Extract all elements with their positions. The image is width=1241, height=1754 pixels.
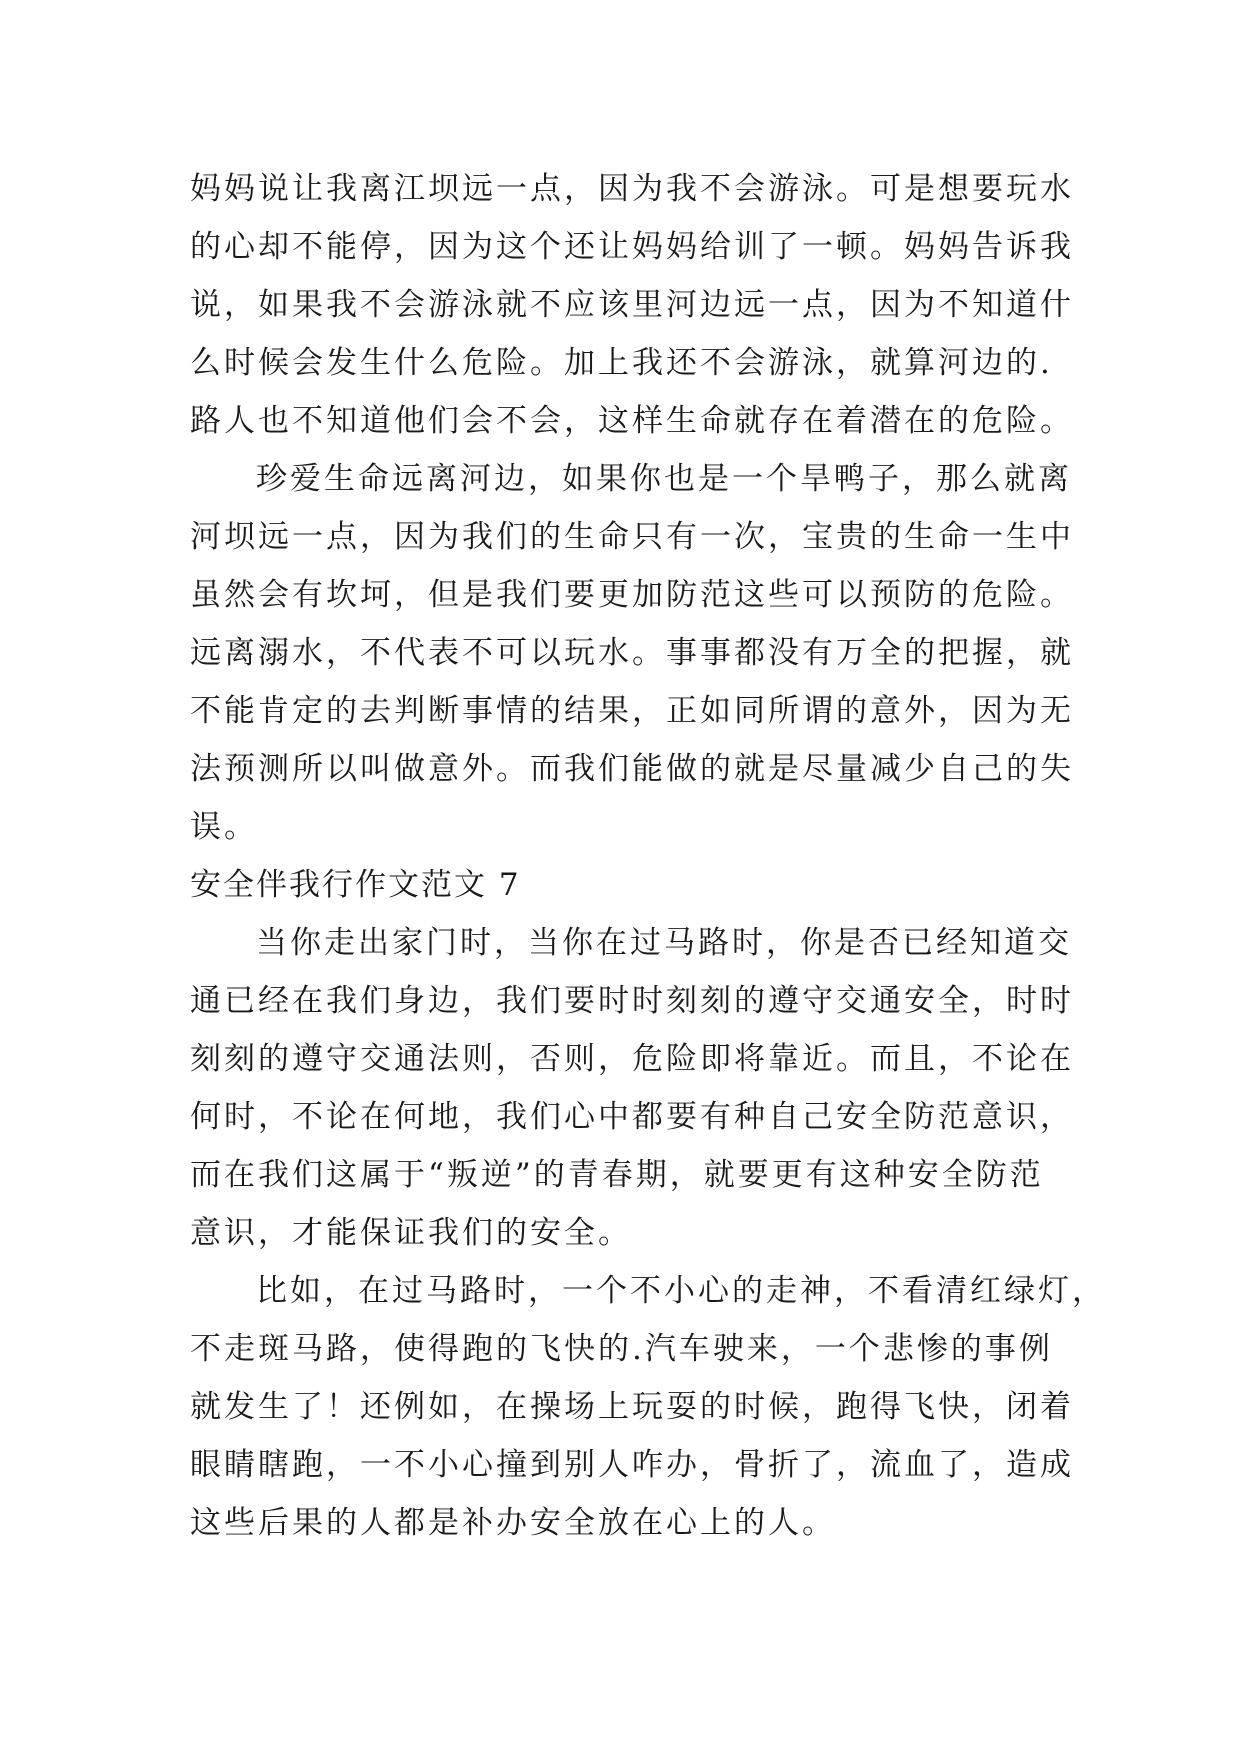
text-line: 远离溺水，不代表不可以玩水。事事都没有万全的把握，就: [190, 635, 1074, 671]
text-line: 当你走出家门时，当你在过马路时，你是否已经知道交: [256, 925, 1072, 961]
text-line: 眼睛瞎跑，一不小心撞到别人咋办，骨折了，流血了，造成: [190, 1447, 1074, 1483]
text-line: 的心却不能停，因为这个还让妈妈给训了一顿。妈妈告诉我: [190, 229, 1074, 265]
text-line: 不能肯定的去判断事情的结果，正如同所谓的意外，因为无: [190, 693, 1074, 729]
text-line: 意识，才能保证我们的安全。: [190, 1215, 632, 1251]
text-line: 刻刻的遵守交通法则，否则，危险即将靠近。而且，不论在: [190, 1041, 1074, 1077]
text-line: 误。: [190, 809, 258, 845]
text-line: 不走斑马路，使得跑的飞快的.汽车驶来，一个悲惨的事例: [190, 1331, 1053, 1367]
text-line: 珍爱生命远离河边，如果你也是一个旱鸭子，那么就离: [256, 461, 1072, 497]
document-body: [190, 160, 1106, 1552]
text-line: 这些后果的人都是补办安全放在心上的人。: [190, 1505, 836, 1541]
text-line: 而在我们这属于“叛逆”的青春期，就要更有这种安全防范: [190, 1157, 1044, 1193]
text-line: 何时，不论在何地，我们心中都要有种自己安全防范意识，: [190, 1099, 1074, 1135]
text-line: 妈妈说让我离江坝远一点，因为我不会游泳。可是想要玩水: [190, 171, 1074, 207]
text-line: 通已经在我们身边，我们要时时刻刻的遵守交通安全，时时: [190, 983, 1074, 1019]
paragraph-2: [190, 450, 1074, 856]
text-line: 比如，在过马路时，一个不小心的走神，不看清红绿灯，: [256, 1273, 1106, 1309]
text-line: 么时候会发生什么危险。加上我还不会游泳，就算河边的.: [190, 345, 1053, 381]
text-line: 法预测所以叫做意外。而我们能做的就是尽量减少自己的失: [190, 751, 1074, 787]
text-line: 虽然会有坎坷，但是我们要更加防范这些可以预防的危险。: [190, 577, 1074, 613]
paragraph-3: [190, 914, 1074, 1262]
text-line: 说，如果我不会游泳就不应该里河边远一点，因为不知道什: [190, 287, 1074, 323]
section-heading: 安全伴我行作文范文 7: [190, 867, 521, 903]
text-line: 就发生了！还例如，在操场上玩耍的时候，跑得飞快，闭着: [190, 1389, 1074, 1425]
paragraph-4: [190, 1262, 1106, 1552]
paragraph-1: [190, 160, 1074, 450]
text-line: 路人也不知道他们会不会，这样生命就存在着潜在的危险。: [190, 403, 1074, 439]
text-line: 河坝远一点，因为我们的生命只有一次，宝贵的生命一生中: [190, 519, 1074, 555]
